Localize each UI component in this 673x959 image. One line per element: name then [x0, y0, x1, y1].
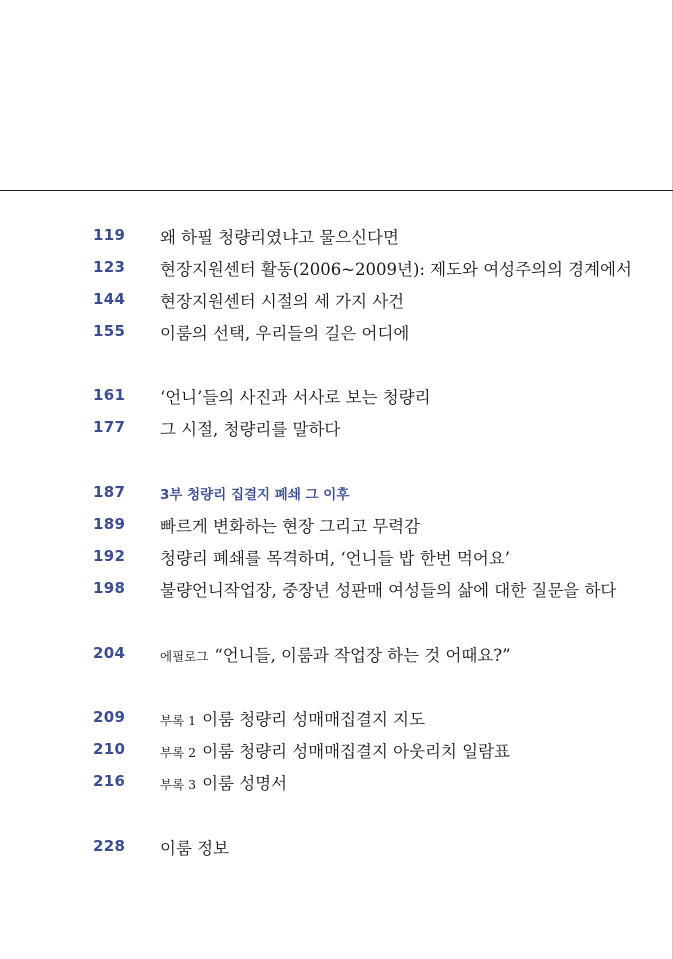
toc-entry[interactable] [0, 513, 673, 545]
toc-entry[interactable] [0, 706, 673, 738]
toc-entry-title [160, 224, 399, 248]
toc-page-number: 155 [93, 322, 126, 340]
toc-entry-title-text: 청량리 폐쇄를 목격하며, ‘언니들 밥 한번 먹어요’ [160, 549, 511, 568]
toc-entry-title [160, 320, 409, 344]
toc-entry-title [160, 513, 420, 537]
toc-entry[interactable] [0, 835, 673, 867]
toc-page-number: 119 [93, 226, 126, 244]
toc-entry-title [160, 256, 632, 280]
toc-page-number: 123 [93, 258, 126, 276]
toc-section-heading[interactable] [0, 481, 673, 513]
toc-page-number: 187 [93, 483, 126, 501]
toc-entry[interactable] [0, 770, 673, 802]
toc-entry-title [160, 738, 510, 762]
toc-entry-title [160, 577, 616, 601]
toc-entry-title [160, 288, 404, 312]
toc-entry-title-text: 이룸 정보 [160, 839, 230, 858]
header-rule [0, 190, 673, 191]
toc-entry[interactable] [0, 224, 673, 256]
toc-entry-title-text: 현장지원센터 시절의 세 가지 사건 [160, 292, 405, 311]
toc-entry-title-text: 불량언니작업장, 중장년 성판매 여성들의 삶에 대한 질문을 하다 [160, 581, 617, 600]
toc-entry-title [160, 835, 229, 859]
toc-entry[interactable] [0, 577, 673, 609]
toc-entry-prefix: 부록 1 [160, 713, 197, 728]
toc-entry[interactable] [0, 738, 673, 770]
toc-entry-title-text: ‘언니’들의 사진과 서사로 보는 청량리 [160, 388, 431, 407]
toc-page-number: 209 [93, 708, 126, 726]
toc-entry-title-text: 이룸 청량리 성매매집결지 아웃리치 일람표 [202, 742, 510, 761]
toc-entry-title-text: 그 시절, 청량리를 말하다 [160, 420, 341, 439]
toc-page-number: 198 [93, 579, 126, 597]
toc-entry[interactable] [0, 416, 673, 448]
toc-entry-title [160, 642, 511, 666]
toc-entry[interactable] [0, 288, 673, 320]
toc-page-number: 204 [93, 644, 126, 662]
toc-entry-title-text: “언니들, 이룸과 작업장 하는 것 어때요?” [214, 646, 511, 665]
toc-entry[interactable] [0, 642, 673, 674]
toc-entry-title [160, 416, 340, 440]
toc-entry-title [160, 770, 287, 794]
toc-entry-title [160, 384, 431, 408]
toc-entry-prefix: 에필로그 [160, 649, 209, 664]
toc-page-number: 210 [93, 740, 126, 758]
toc-entry-title-text: 현장지원센터 활동(2006~2009년): 제도와 여성주의의 경계에서 [160, 260, 632, 279]
toc-entry-title-text: 이룸 성명서 [202, 774, 288, 793]
toc-entry[interactable] [0, 384, 673, 416]
toc-entry[interactable] [0, 545, 673, 577]
toc-page-number: 161 [93, 386, 126, 404]
section-heading-title: 3부 청량리 집결지 폐쇄 그 이후 [160, 487, 350, 503]
toc-entry-title-text: 빠르게 변화하는 현장 그리고 무력감 [160, 517, 421, 536]
toc-page-number: 189 [93, 515, 126, 533]
toc-entry-title [160, 545, 510, 569]
toc-entry-title [160, 706, 425, 730]
toc-entry-title-text: 왜 하필 청량리였냐고 물으신다면 [160, 228, 399, 247]
toc-entry[interactable] [0, 320, 673, 352]
toc-entry-prefix: 부록 3 [160, 777, 197, 792]
toc-page-number: 228 [93, 837, 126, 855]
toc-entry-title-text: 이룸의 선택, 우리들의 길은 어디에 [160, 324, 410, 343]
toc-entry-title-text: 이룸 청량리 성매매집결지 지도 [202, 710, 426, 729]
toc-page-number: 216 [93, 772, 126, 790]
toc-entry[interactable] [0, 256, 673, 288]
toc-page-number: 192 [93, 547, 126, 565]
toc-page-number: 144 [93, 290, 126, 308]
toc-page-number: 177 [93, 418, 126, 436]
toc-entry-prefix: 부록 2 [160, 745, 197, 760]
